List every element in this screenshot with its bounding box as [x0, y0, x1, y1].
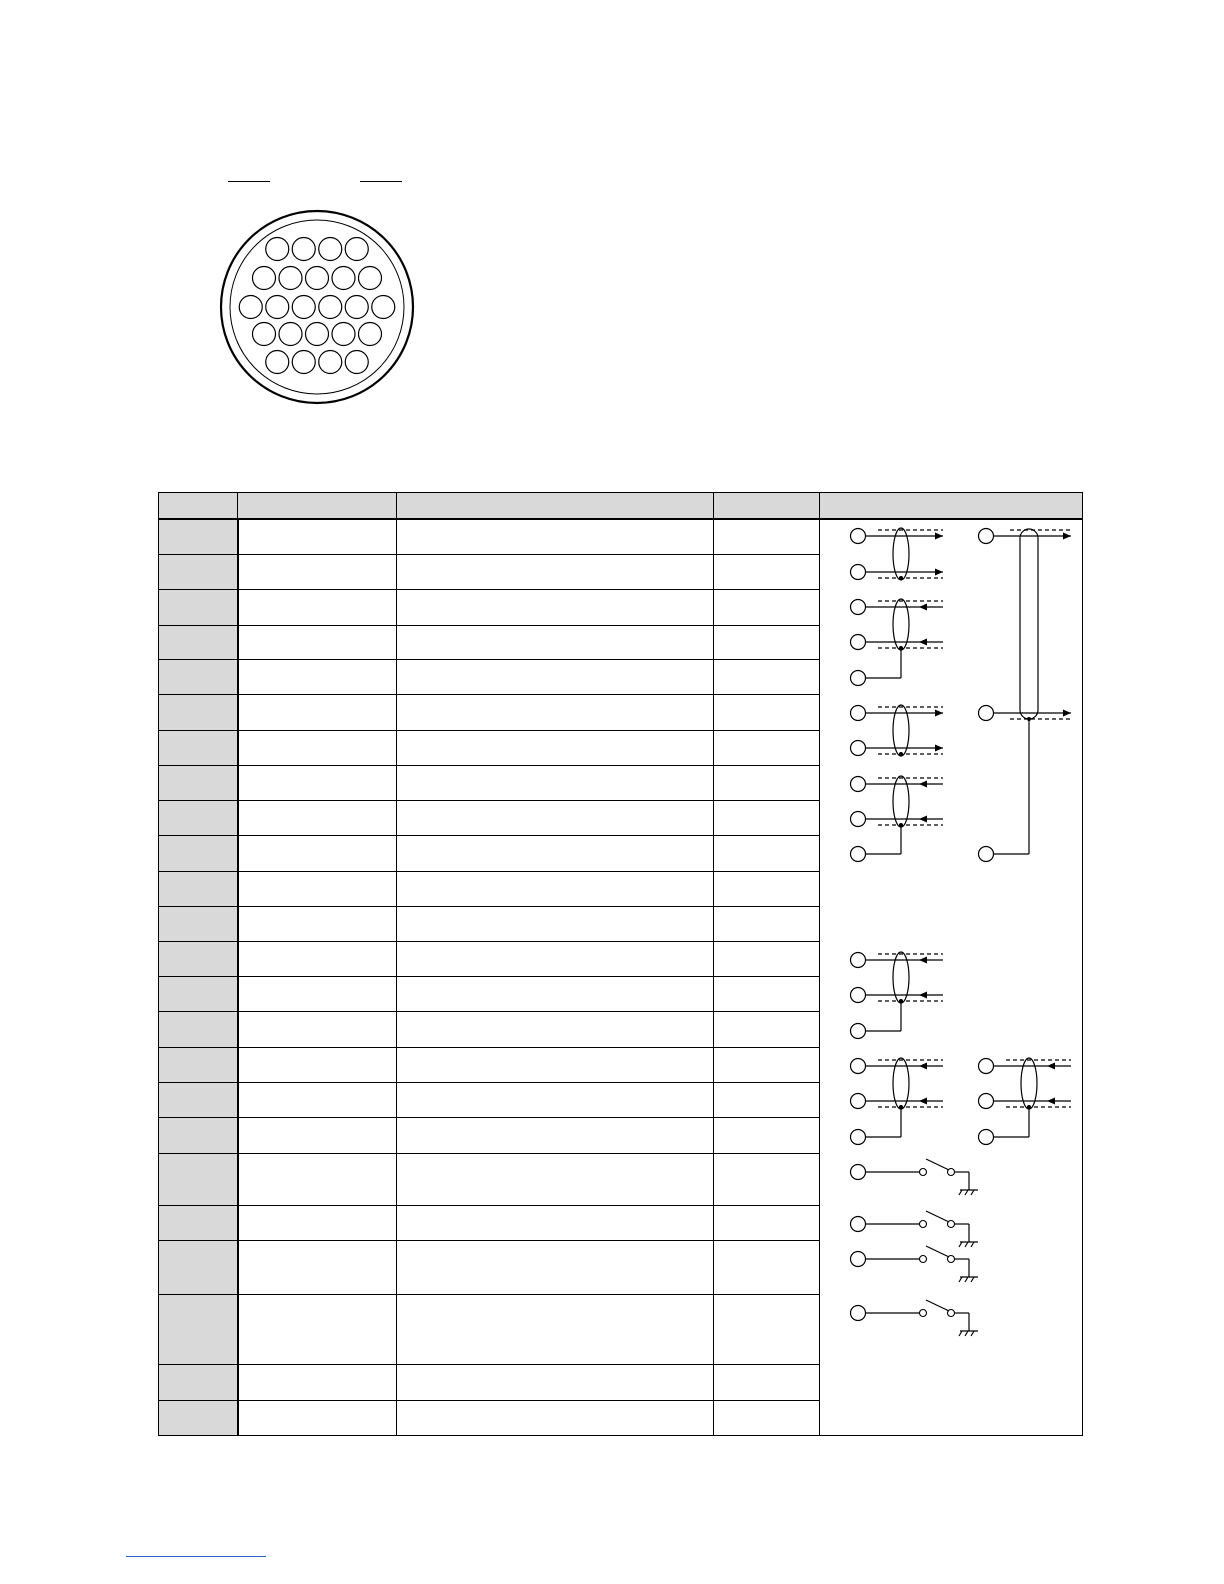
level-cell	[714, 659, 820, 694]
description-cell	[397, 1205, 714, 1240]
level-cell	[714, 1117, 820, 1153]
level-cell	[714, 976, 820, 1011]
arrow-out-icon	[935, 533, 943, 540]
junction-dot	[899, 999, 903, 1003]
ground-symbol-hatch	[965, 1331, 968, 1336]
level-cell	[714, 1153, 820, 1205]
arrow-in-icon	[919, 992, 927, 999]
signal-cell	[238, 1082, 397, 1117]
arrow-in-icon	[919, 957, 927, 964]
header-rule-left	[228, 181, 270, 182]
junction-dot	[899, 823, 903, 827]
terminal-circle	[851, 847, 866, 862]
pin-assignment-table	[158, 492, 1083, 1436]
ground-symbol-hatch	[971, 1277, 974, 1282]
connector-pin	[292, 296, 315, 319]
pin-cell	[159, 765, 238, 800]
terminal-circle	[851, 812, 866, 827]
connector-pin	[306, 267, 329, 290]
connector-pin	[266, 351, 289, 374]
level-cell	[714, 1240, 820, 1294]
level-cell	[714, 519, 820, 554]
ground-symbol-hatch	[965, 1190, 968, 1195]
switch-contact	[920, 1256, 927, 1263]
ground-symbol-hatch	[965, 1277, 968, 1282]
table-row	[159, 519, 1083, 554]
terminal-circle	[851, 777, 866, 792]
interface-circuit-diagram	[820, 520, 1082, 1440]
signal-cell	[238, 800, 397, 835]
description-cell	[397, 835, 714, 871]
signal-cell	[238, 1153, 397, 1205]
level-cell	[714, 906, 820, 941]
pin-cell	[159, 1294, 238, 1364]
arrow-out-icon	[935, 710, 943, 717]
description-cell	[397, 871, 714, 906]
terminal-circle	[851, 565, 866, 580]
description-cell	[397, 941, 714, 976]
signal-cell	[238, 659, 397, 694]
connector-pin	[279, 267, 302, 290]
pin-cell	[159, 589, 238, 625]
description-cell	[397, 765, 714, 800]
junction-dot	[899, 646, 903, 650]
ground-symbol-hatch	[959, 1277, 962, 1282]
terminal-circle	[979, 706, 994, 721]
col-header-circuit	[820, 493, 1083, 520]
switch-contact	[920, 1310, 927, 1317]
arrow-in-icon	[919, 639, 927, 646]
level-cell	[714, 1082, 820, 1117]
level-cell	[714, 730, 820, 765]
signal-cell	[238, 765, 397, 800]
connector-pin	[359, 323, 382, 346]
header-rule-right	[360, 181, 402, 182]
signal-cell	[238, 906, 397, 941]
description-cell	[397, 659, 714, 694]
pin-cell	[159, 1400, 238, 1435]
level-cell	[714, 1205, 820, 1240]
arrow-in-icon	[919, 1063, 927, 1070]
pin-cell	[159, 694, 238, 730]
pin-cell	[159, 659, 238, 694]
connector-pin	[332, 267, 355, 290]
description-cell	[397, 800, 714, 835]
level-cell	[714, 554, 820, 589]
level-cell	[714, 694, 820, 730]
signal-cell	[238, 519, 397, 554]
connector-pin	[266, 296, 289, 319]
signal-cell	[238, 554, 397, 589]
arrow-out-icon	[935, 745, 943, 752]
pin-cell	[159, 1240, 238, 1294]
connector-pin	[345, 238, 368, 261]
pin-cell	[159, 519, 238, 554]
connector-pin	[319, 238, 342, 261]
pin-cell	[159, 625, 238, 659]
signal-cell	[238, 1011, 397, 1047]
shield-pair-ellipse	[1020, 529, 1038, 719]
ground-symbol-hatch	[965, 1242, 968, 1247]
arrow-in-icon	[919, 1098, 927, 1105]
signal-cell	[238, 871, 397, 906]
connector-pin	[345, 296, 368, 319]
level-cell	[714, 765, 820, 800]
terminal-circle	[851, 1059, 866, 1074]
description-cell	[397, 1400, 714, 1435]
ground-symbol-hatch	[971, 1242, 974, 1247]
terminal-circle	[851, 1024, 866, 1039]
description-cell	[397, 730, 714, 765]
terminal-circle	[979, 847, 994, 862]
description-cell	[397, 589, 714, 625]
terminal-circle	[851, 1306, 866, 1321]
col-header-pin	[159, 493, 238, 520]
signal-cell	[238, 625, 397, 659]
junction-dot	[1027, 717, 1031, 721]
terminal-circle	[851, 741, 866, 756]
terminal-circle	[851, 1130, 866, 1145]
connector-pin	[292, 351, 315, 374]
connector-pin	[306, 323, 329, 346]
pin-cell	[159, 1117, 238, 1153]
terminal-circle	[979, 529, 994, 544]
col-header-description	[397, 493, 714, 520]
terminal-circle	[851, 600, 866, 615]
description-cell	[397, 1240, 714, 1294]
description-cell	[397, 906, 714, 941]
signal-cell	[238, 1205, 397, 1240]
switch-contact	[920, 1221, 927, 1228]
connector-pin	[292, 238, 315, 261]
connector-pin	[359, 267, 382, 290]
footer-link-rule	[126, 1556, 266, 1557]
signal-cell	[238, 941, 397, 976]
pin-cell	[159, 1205, 238, 1240]
level-cell	[714, 625, 820, 659]
signal-cell	[238, 835, 397, 871]
pin-cell	[159, 800, 238, 835]
arrow-out-icon	[1063, 710, 1071, 717]
connector-pins	[239, 238, 395, 374]
arrow-in-icon	[1047, 1063, 1055, 1070]
pin-cell	[159, 871, 238, 906]
signal-cell	[238, 1047, 397, 1082]
terminal-circle	[851, 1217, 866, 1232]
terminal-circle	[979, 1059, 994, 1074]
description-cell	[397, 1011, 714, 1047]
pin-cell	[159, 1364, 238, 1400]
level-cell	[714, 1400, 820, 1435]
description-cell	[397, 625, 714, 659]
arrow-out-icon	[935, 569, 943, 576]
connector-pin	[319, 351, 342, 374]
switch-blade	[926, 1246, 949, 1257]
table-header-row	[159, 493, 1083, 520]
level-cell	[714, 800, 820, 835]
connector-outer-ring	[221, 211, 413, 403]
arrow-out-icon	[1063, 533, 1071, 540]
terminal-circle	[979, 1130, 994, 1145]
arrow-in-icon	[919, 781, 927, 788]
arrow-in-icon	[1047, 1098, 1055, 1105]
level-cell	[714, 589, 820, 625]
description-cell	[397, 1294, 714, 1364]
connector-pin	[239, 296, 262, 319]
description-cell	[397, 1364, 714, 1400]
terminal-circle	[851, 635, 866, 650]
signal-cell	[238, 730, 397, 765]
connector-pin	[253, 323, 276, 346]
level-cell	[714, 1047, 820, 1082]
junction-dot	[899, 752, 903, 756]
pin-cell	[159, 730, 238, 765]
description-cell	[397, 1117, 714, 1153]
connector-pin	[279, 323, 302, 346]
description-cell	[397, 1047, 714, 1082]
pin-cell	[159, 1011, 238, 1047]
terminal-circle	[851, 671, 866, 686]
signal-cell	[238, 1294, 397, 1364]
pin-cell	[159, 941, 238, 976]
junction-dot	[899, 576, 903, 580]
connector-pin	[319, 296, 342, 319]
connector-pin	[372, 296, 395, 319]
arrow-in-icon	[919, 816, 927, 823]
connector-pin	[332, 323, 355, 346]
terminal-circle	[851, 953, 866, 968]
pin-cell	[159, 1082, 238, 1117]
switch-blade	[926, 1159, 949, 1170]
level-cell	[714, 1294, 820, 1364]
table-body	[159, 519, 1083, 1435]
ground-symbol-hatch	[959, 1331, 962, 1336]
pin-cell	[159, 1153, 238, 1205]
signal-cell	[238, 976, 397, 1011]
junction-dot	[899, 1105, 903, 1109]
terminal-circle	[851, 1094, 866, 1109]
level-cell	[714, 941, 820, 976]
connector-pin	[345, 351, 368, 374]
connector-face-diagram	[218, 208, 418, 408]
circuit-diagram-cell	[820, 519, 1083, 1435]
arrow-in-icon	[919, 604, 927, 611]
ground-symbol-hatch	[971, 1331, 974, 1336]
ground-symbol-hatch	[959, 1242, 962, 1247]
ground-symbol-hatch	[971, 1190, 974, 1195]
terminal-circle	[851, 706, 866, 721]
signal-cell	[238, 589, 397, 625]
terminal-circle	[851, 1165, 866, 1180]
signal-cell	[238, 1364, 397, 1400]
level-cell	[714, 1364, 820, 1400]
level-cell	[714, 835, 820, 871]
pin-cell	[159, 835, 238, 871]
level-cell	[714, 871, 820, 906]
pin-cell	[159, 1047, 238, 1082]
signal-cell	[238, 1400, 397, 1435]
col-header-signal	[238, 493, 397, 520]
pin-cell	[159, 976, 238, 1011]
terminal-circle	[979, 1094, 994, 1109]
connector-pin	[266, 238, 289, 261]
switch-blade	[926, 1300, 949, 1311]
signal-cell	[238, 1117, 397, 1153]
junction-dot	[1027, 1105, 1031, 1109]
connector-pin	[253, 267, 276, 290]
connector-inner-ring	[230, 220, 404, 394]
description-cell	[397, 519, 714, 554]
description-cell	[397, 976, 714, 1011]
description-cell	[397, 694, 714, 730]
description-cell	[397, 554, 714, 589]
signal-cell	[238, 694, 397, 730]
switch-contact	[920, 1169, 927, 1176]
description-cell	[397, 1153, 714, 1205]
signal-cell	[238, 1240, 397, 1294]
switch-blade	[926, 1211, 949, 1222]
terminal-circle	[851, 1252, 866, 1267]
pin-cell	[159, 554, 238, 589]
description-cell	[397, 1082, 714, 1117]
pin-cell	[159, 906, 238, 941]
level-cell	[714, 1011, 820, 1047]
ground-symbol-hatch	[959, 1190, 962, 1195]
col-header-level	[714, 493, 820, 520]
terminal-circle	[851, 988, 866, 1003]
terminal-circle	[851, 529, 866, 544]
